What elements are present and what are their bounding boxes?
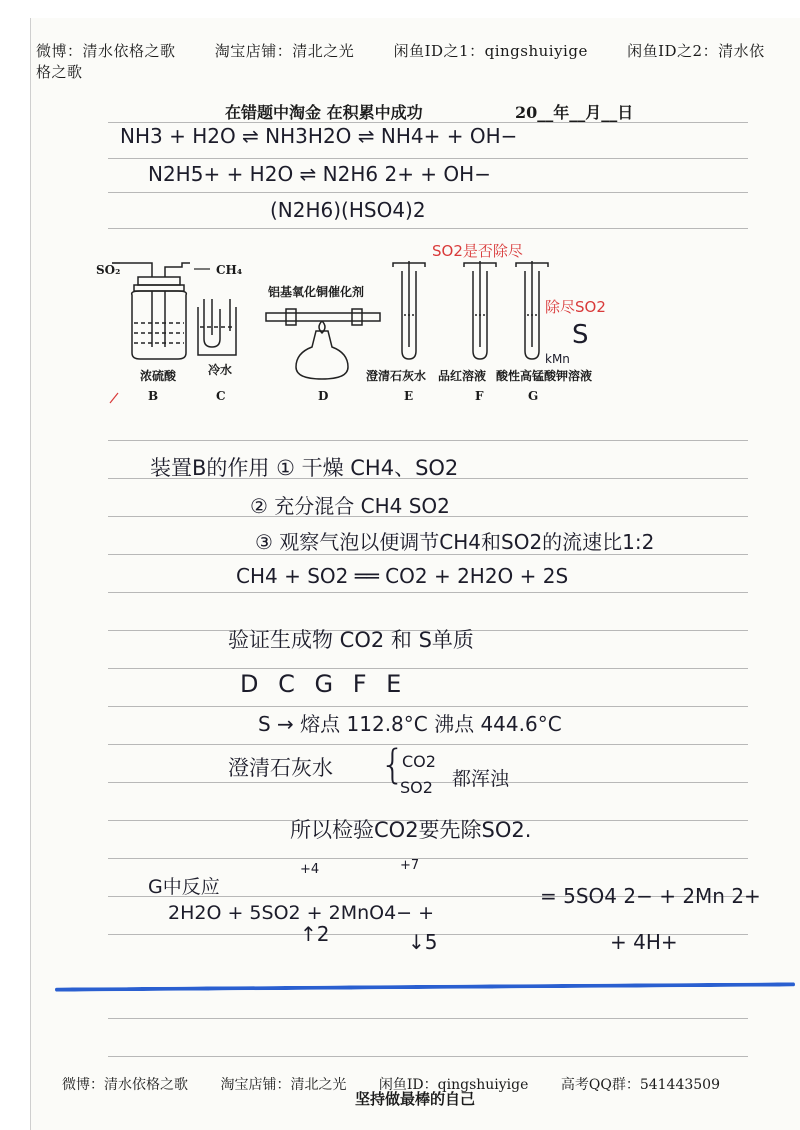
ruled-line: [108, 192, 748, 193]
red-note-side: 除尽SO2: [545, 298, 606, 316]
g-reaction-left: 2H2O + 5SO2 + 2MnO4− +: [168, 902, 435, 924]
label-c-liquid: 冷水: [208, 363, 233, 377]
label-catalyst: 铝基氧化铜催化剂: [268, 285, 365, 299]
letter-e: E: [404, 389, 414, 403]
red-s-letter: S: [572, 320, 589, 350]
ruled-line: [108, 592, 748, 593]
ox-state-s: +4: [300, 862, 320, 877]
label-b-liquid: 浓硫酸: [140, 369, 177, 383]
equation-ammonia: NH3 + H2O ⇌ NH3H2O ⇌ NH4+ + OH−: [120, 124, 518, 148]
ruled-line: [108, 1056, 748, 1057]
apparatus-diagram: [90, 255, 610, 415]
conclusion-line: 所以检验CO2要先除SO2.: [290, 818, 532, 842]
brace-result: 都浑浊: [452, 768, 510, 790]
brace-so2: SO2: [400, 778, 433, 797]
ruled-line: [108, 858, 748, 859]
banner-xianyu2: 闲鱼ID之2：清水依格之歌: [36, 42, 765, 81]
connection-order: D C G F E: [240, 670, 408, 698]
letter-g: G: [528, 389, 539, 403]
brace: {: [380, 742, 406, 788]
label-g-liquid: 酸性高锰酸钾溶液: [496, 369, 593, 383]
kmn-note: kMn: [545, 352, 570, 366]
main-reaction: CH4 + SO2 ══ CO2 + 2H2O + 2S: [236, 564, 569, 588]
ox-state-mn: +7: [400, 858, 420, 873]
header-date: 20__年__月__日: [515, 103, 634, 122]
banner-xianyu1: 闲鱼ID之1：qingshuiyige: [393, 42, 588, 60]
g-reaction-h: + 4H+: [610, 930, 678, 954]
electron-down: ↓5: [408, 930, 438, 954]
label-e-liquid: 澄清石灰水: [366, 369, 427, 383]
ruled-line: [108, 668, 748, 669]
electron-up: ↑2: [300, 922, 330, 946]
letter-c: C: [216, 389, 226, 403]
equation-hydrazine: N2H5+ + H2O ⇌ N2H6 2+ + OH−: [148, 162, 491, 186]
g-reaction-label: G中反应: [148, 876, 220, 898]
limewater-label: 澄清石灰水: [228, 756, 333, 780]
brace-co2: CO2: [402, 752, 436, 771]
footer-motto: 坚持做最棒的自己: [355, 1090, 476, 1108]
label-so2: SO₂: [96, 263, 121, 277]
label-ch4: CH₄: [216, 263, 243, 277]
bottom-qq: 高考QQ群：541443509: [560, 1077, 720, 1093]
sulfur-properties: S → 熔点 112.8°C 沸点 444.6°C: [258, 712, 562, 736]
role-line-3: ③ 观察气泡以便调节CH4和SO2的流速比1:2: [255, 530, 655, 554]
bottom-weibo: 微博：清水依格之歌: [62, 1077, 188, 1093]
ruled-line: [108, 228, 748, 229]
ruled-line: [108, 1018, 748, 1019]
letter-b: B: [148, 389, 159, 403]
ruled-line: [108, 440, 748, 441]
header-motto: 在错题中淘金 在积累中成功: [225, 103, 423, 122]
bottom-xianyu: 闲鱼ID：qingshuiyige: [378, 1077, 529, 1093]
banner-weibo: 微博：清水依格之歌: [36, 42, 176, 60]
bottom-taobao: 淘宝店铺：清北之光: [220, 1077, 347, 1093]
label-f-liquid: 品红溶液: [438, 369, 487, 383]
ruled-line: [108, 158, 748, 159]
banner-taobao: 淘宝店铺：清北之光: [214, 42, 355, 60]
g-reaction-right: = 5SO4 2− + 2Mn 2+: [540, 884, 761, 908]
ruled-line: [108, 744, 748, 745]
ruled-line: [108, 122, 748, 123]
letter-f: F: [475, 389, 484, 403]
red-note-top: SO2是否除尽: [432, 242, 523, 260]
top-banner: [36, 40, 776, 82]
role-line-1: 装置B的作用 ① 干燥 CH4、SO2: [150, 456, 459, 480]
role-line-2: ② 充分混合 CH4 SO2: [250, 494, 450, 518]
letter-d: D: [318, 389, 329, 403]
verify-line: 验证生成物 CO2 和 S单质: [228, 628, 474, 652]
ruled-line: [108, 706, 748, 707]
hydrazine-salt: (N2H6)(HSO4)2: [270, 198, 426, 222]
